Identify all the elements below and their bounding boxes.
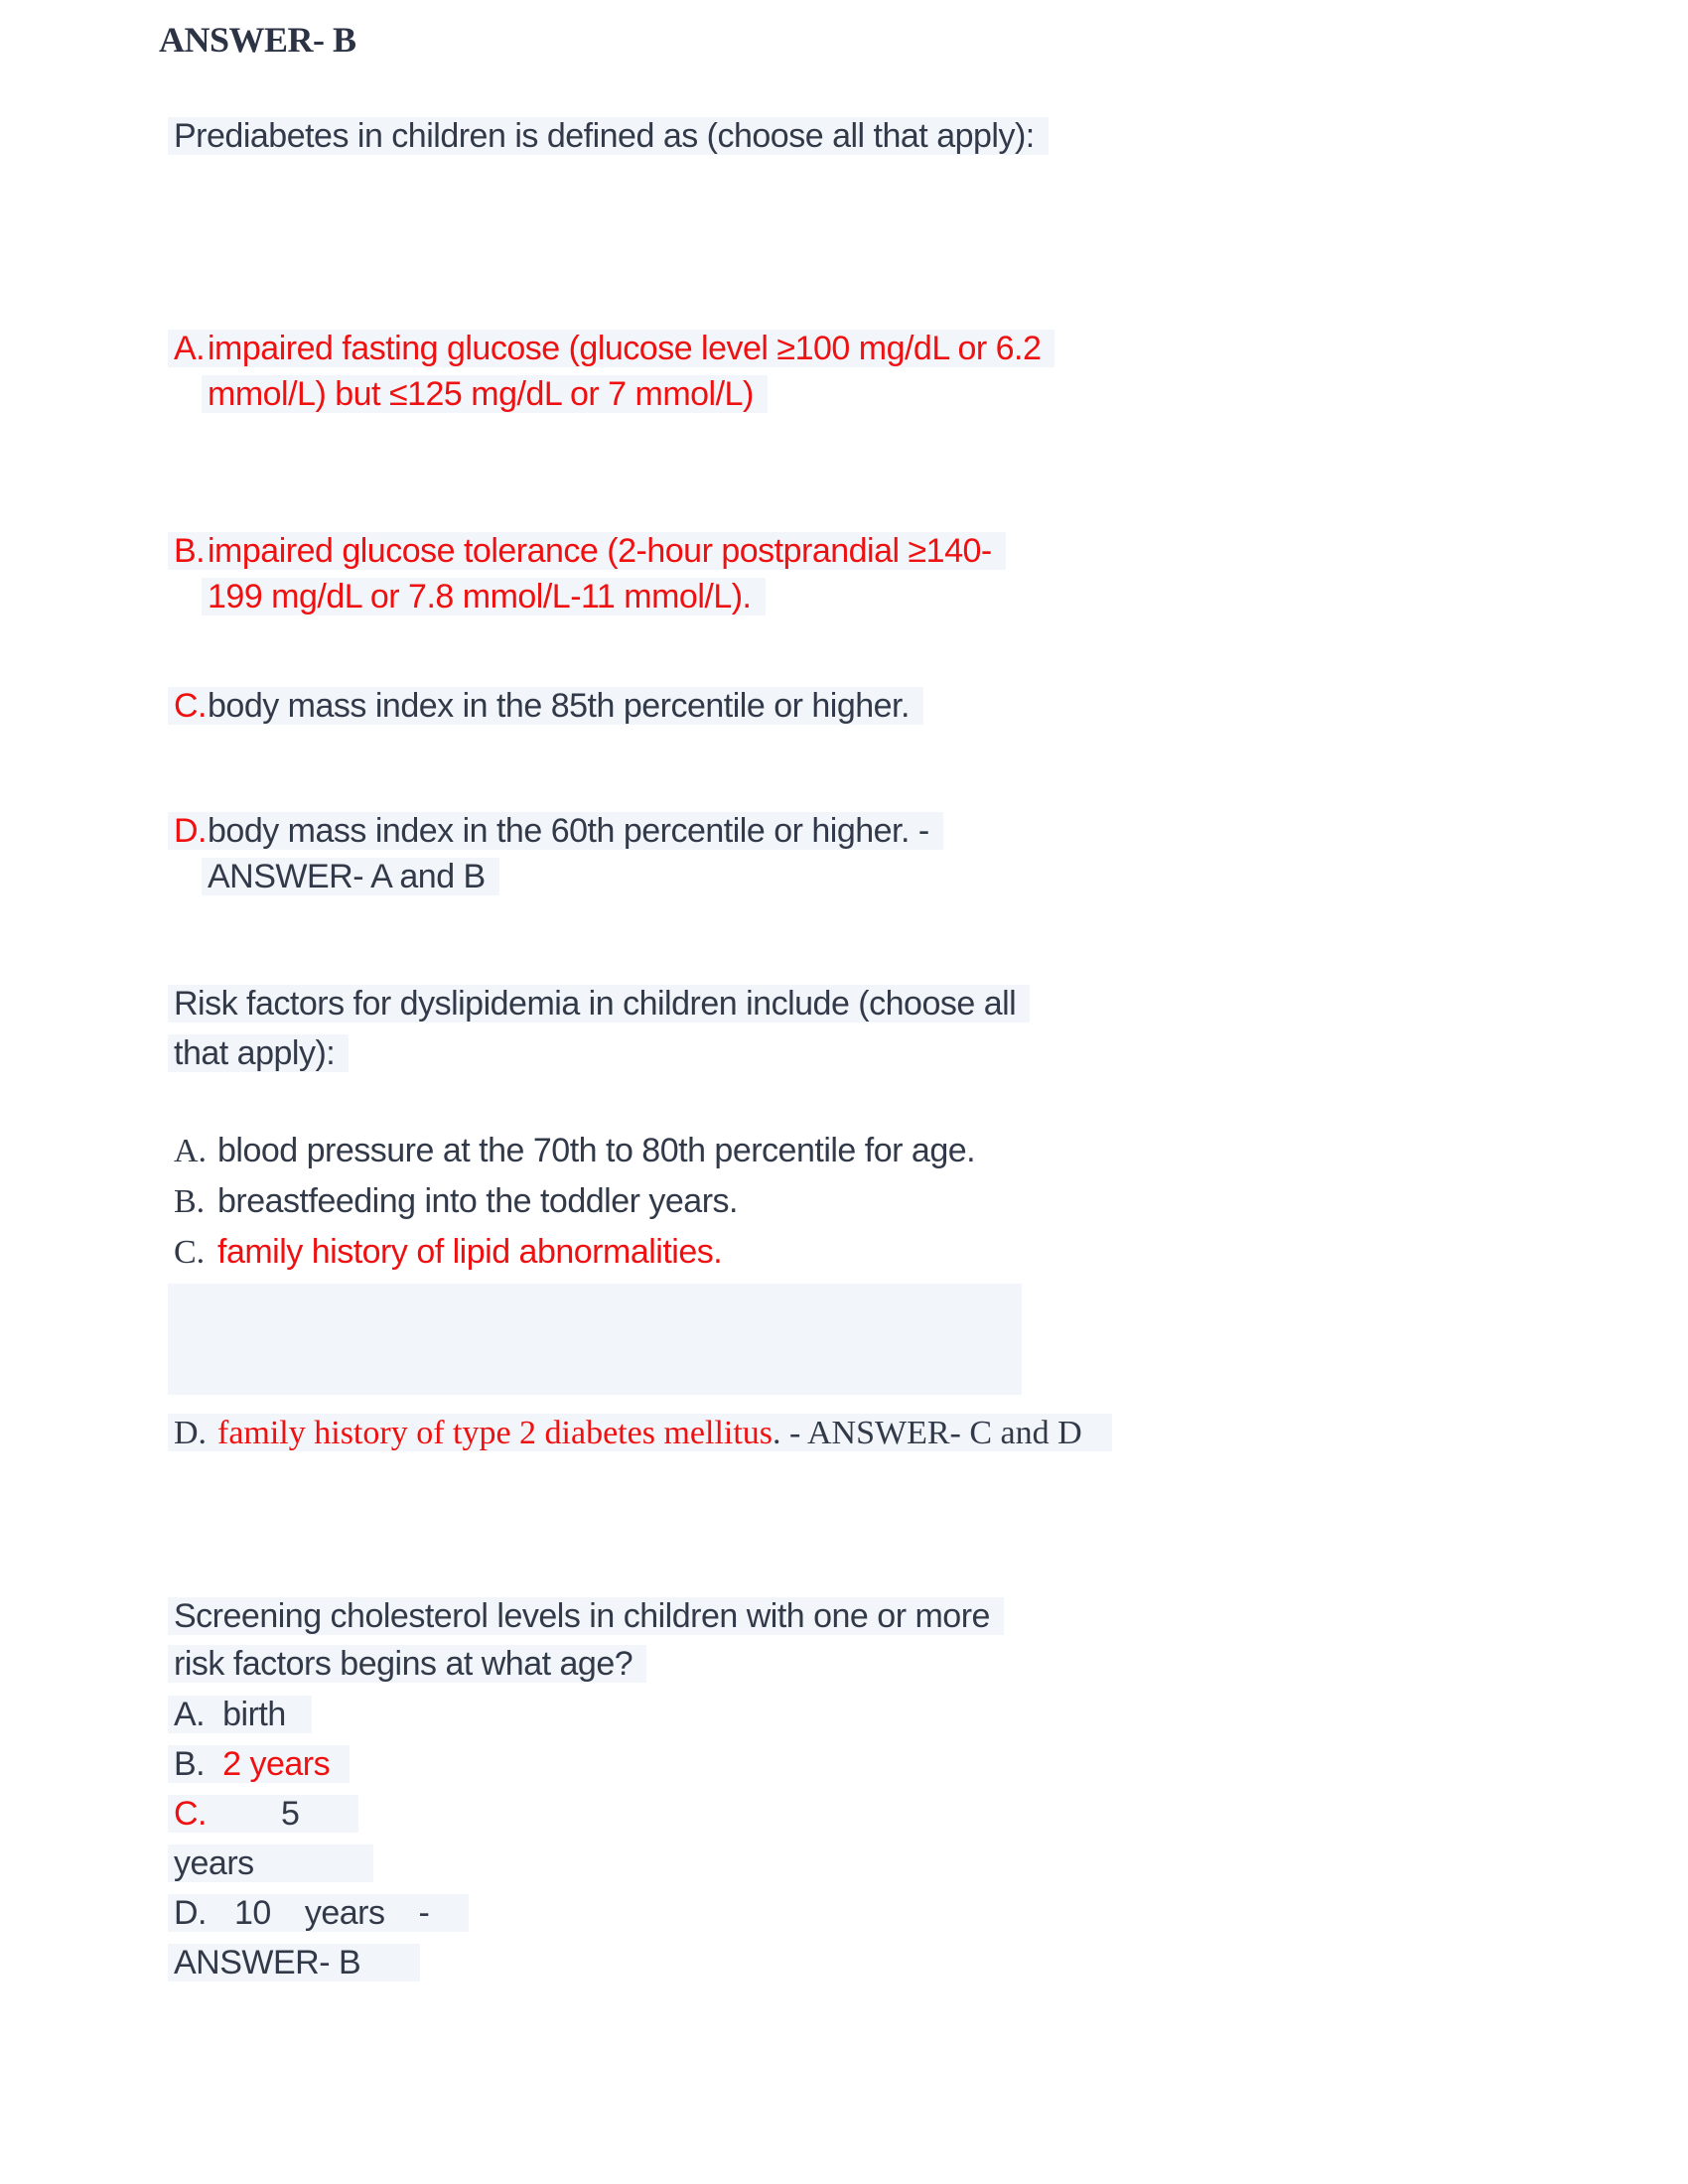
q3-question-line1 <box>174 1592 1688 1640</box>
q1-option-b-line1 <box>174 528 1688 574</box>
q3-option-d-num: 10 <box>234 1894 271 1932</box>
q1-option-d-line1 <box>174 808 1688 854</box>
q3-option-a-label: A. <box>174 1696 206 1733</box>
q2-options <box>174 1126 1688 1278</box>
q3-question-text2: risk factors begins at what age? <box>168 1645 646 1683</box>
q2-option-b-label: B. <box>174 1183 206 1220</box>
q2-question-text2: that apply): <box>168 1034 349 1072</box>
q1-question-text: Prediabetes in children is defined as (choose all that apply): <box>168 117 1049 155</box>
q2-option-c-text: family history of lipid abnormalities. <box>217 1233 723 1271</box>
q2-option-d-answer-text: . - ANSWER- C and D <box>773 1415 1082 1451</box>
q1-option-a-line1 <box>174 326 1688 371</box>
highlight-empty-block <box>168 1284 1022 1395</box>
q2-question <box>174 979 1688 1078</box>
q1-option-c-label: C. <box>174 687 207 725</box>
q2-question-text1: Risk factors for dyslipidemia in children include (choose all <box>168 985 1030 1023</box>
q1-answer-line <box>208 854 1688 899</box>
q3-option-c-text: 5 <box>281 1795 300 1833</box>
q3-option-b-label: B. <box>174 1745 206 1783</box>
q3-option-c-continuation-text: years <box>174 1844 254 1882</box>
q1-option-b-text1: impaired glucose tolerance (2-hour postprandial ≥140- <box>208 532 992 570</box>
q3-option-c-continuation <box>174 1839 1688 1888</box>
q2-option-d <box>174 1407 1688 1459</box>
q3-option-d-unit: years <box>304 1894 385 1932</box>
doc-title: ANSWER- B <box>159 20 356 60</box>
q2-option-d-red-text: family history of type 2 diabetes mellitus <box>217 1415 774 1451</box>
q2-option-b <box>174 1176 1688 1227</box>
q3-option-b-text: 2 years <box>222 1745 331 1783</box>
q3-option-d-dash: - <box>418 1894 430 1932</box>
q1-option-b-text2: 199 mg/dL or 7.8 mmol/L-11 mmol/L). <box>208 578 752 615</box>
q2-option-a-text: blood pressure at the 70th to 80th percentile for age. <box>217 1132 976 1169</box>
q2-option-c <box>174 1227 1688 1278</box>
q3-option-a <box>174 1690 1688 1739</box>
q3-option-d-label: D. <box>174 1894 207 1932</box>
q1-option-b-line2 <box>208 574 1688 619</box>
q1-option-d-label: D. <box>174 812 207 850</box>
q2-option-d-label: D. <box>174 1415 208 1451</box>
q3-answer-text: ANSWER- B <box>174 1944 361 1981</box>
q1-option-a-text2: mmol/L) but ≤125 mg/dL or 7 mmol/L) <box>208 375 754 413</box>
q3-options <box>174 1690 1688 1987</box>
q3-option-d <box>174 1888 1688 1938</box>
q3-option-b <box>174 1739 1688 1789</box>
q1-option-c-text: body mass index in the 85th percentile or higher. <box>208 687 910 725</box>
q1-option-d <box>174 808 1688 899</box>
q3-option-c <box>174 1789 1688 1839</box>
q1-option-b <box>174 528 1688 619</box>
q1-option-a-line2 <box>208 371 1688 417</box>
q3-question-line2 <box>174 1640 1688 1688</box>
q1-option-d-text: body mass index in the 60th percentile or higher. - <box>208 812 929 850</box>
q2-question-line2 <box>174 1028 1688 1078</box>
q1-option-c <box>174 683 1688 729</box>
q1-answer-text: ANSWER- A and B <box>208 858 486 895</box>
q1-question <box>174 113 1688 159</box>
q3-option-a-text: birth <box>222 1696 286 1733</box>
q2-option-b-text: breastfeeding into the toddler years. <box>217 1182 738 1220</box>
q1-option-b-label: B. <box>174 532 206 570</box>
q3-option-c-label: C. <box>174 1795 207 1833</box>
q1-option-a-label: A. <box>174 330 206 367</box>
q2-option-c-label: C. <box>174 1234 206 1271</box>
q1-option-a-text1: impaired fasting glucose (glucose level ≥100 mg/dL or 6.2 <box>208 330 1042 367</box>
q2-question-line1 <box>174 979 1688 1028</box>
q3-answer-line <box>174 1938 1688 1987</box>
q2-option-a <box>174 1126 1688 1176</box>
q3-question-text1: Screening cholesterol levels in children with one or more <box>168 1597 1004 1635</box>
q2-option-a-label: A. <box>174 1133 208 1169</box>
q3-question <box>174 1592 1688 1688</box>
q1-option-a <box>174 326 1688 417</box>
